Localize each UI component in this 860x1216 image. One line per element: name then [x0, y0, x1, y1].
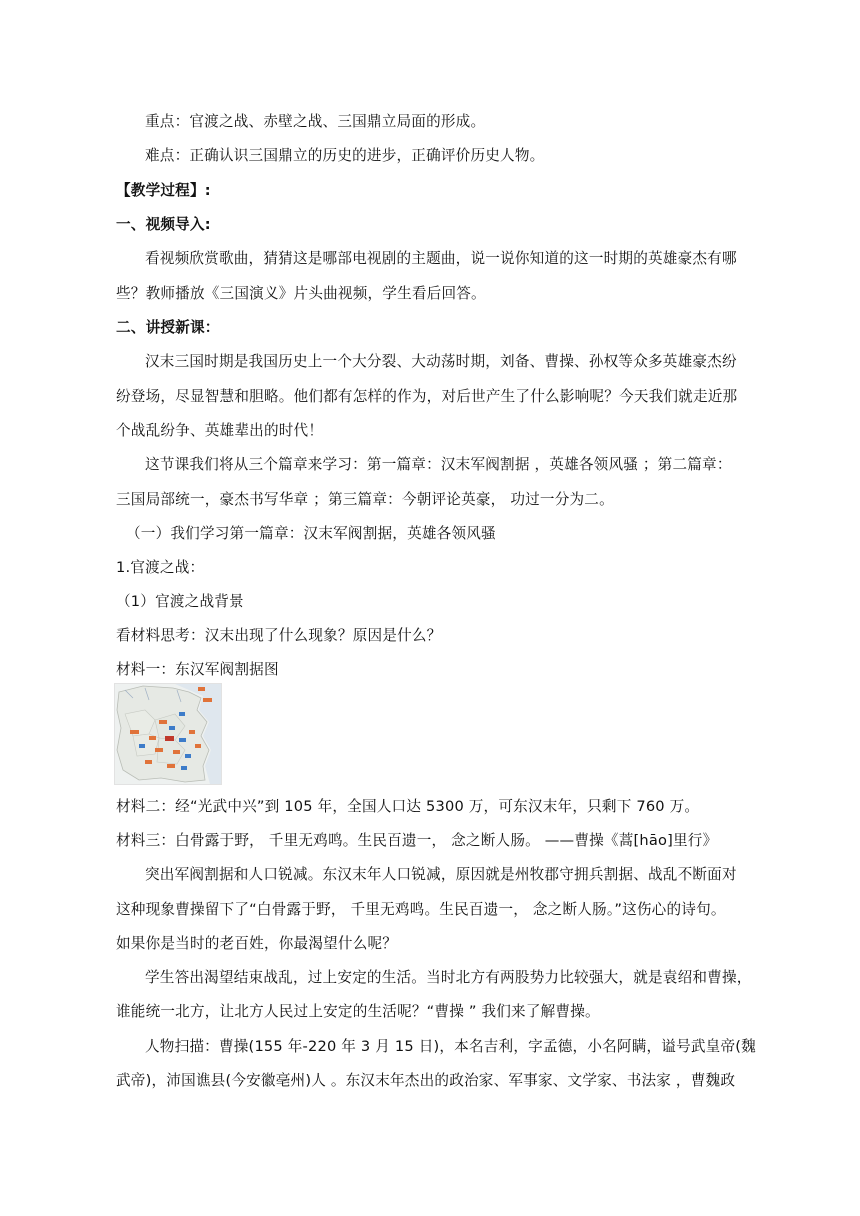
section-heading-teaching-process: 【教学过程】:: [116, 182, 211, 199]
paragraph-line: 这节课我们将从三个篇章来学习：第一篇章：汉末军阀割据 ，英雄各领风骚 ；第二篇章：: [145, 456, 732, 473]
question-text: 看材料思考：汉末出现了什么现象？原因是什么？: [116, 627, 442, 644]
profile-line: 人物扫描：曹操(155 年-220 年 3 月 15 日)，本名吉利，字孟德，小名阿瞒，谥号武皇帝(魏: [145, 1038, 756, 1055]
profile-line: 武帝)，沛国谯县(今安徽亳州)人 。东汉末年杰出的政治家、军事家、文学家、书法家 ，曹魏政: [116, 1072, 736, 1089]
material-two-text: 材料二：经“光武中兴”到 105 年，全国人口达 5300 万，可东汉末年，只剩下 760 万。: [116, 798, 700, 815]
paragraph-line: 看视频欣赏歌曲，猜猜这是哪部电视剧的主题曲，说一说你知道的这一时期的英雄豪杰有哪: [145, 250, 737, 267]
section-heading-video-intro: 一、视频导入:: [116, 216, 211, 233]
map-illustration: [115, 684, 221, 784]
paragraph-line: 汉末三国时期是我国历史上一个大分裂、大动荡时期，刘备、曹操、孙权等众多英雄豪杰纷: [145, 353, 737, 370]
paragraph-line: 学生答出渴望结束战乱，过上安定的生活。当时北方有两股势力比较强大，就是袁绍和曹操，: [145, 969, 752, 986]
paragraph-line: 三国局部统一，豪杰书写华章 ；第三篇章：今朝评论英豪， 功过一分为二。: [116, 491, 614, 508]
difficulties-text: 难点：正确认识三国鼎立的历史的进步，正确评价历史人物。: [145, 147, 545, 164]
paragraph-line: 个战乱纷争、英雄辈出的时代！: [116, 422, 324, 439]
paragraph-line: 纷登场，尽显智慧和胆略。他们都有怎样的作为，对后世产生了什么影响呢？今天我们就走近那: [116, 388, 738, 405]
material-three-text: 材料三：白骨露于野， 千里无鸡鸣。生民百遗一， 念之断人肠。 ——曹操《蒿[hāo]里行》: [116, 832, 718, 849]
item-heading-guandu: 1.官渡之战：: [116, 559, 205, 576]
material-one-label: 材料一：东汉军阀割据图: [116, 661, 279, 678]
paragraph-line: 如果你是当时的老百姓，你最渴望什么呢？: [116, 935, 398, 952]
section-heading-new-lesson: 二、讲授新课：: [116, 319, 220, 336]
paragraph-line: 这种现象曹操留下了“白骨露于野， 千里无鸡鸣。生民百遗一， 念之断人肠。”这伤心的诗句。: [116, 901, 726, 918]
warlord-map-image: [114, 683, 222, 785]
item-subheading: （1）官渡之战背景: [116, 593, 244, 610]
paragraph-line: 突出军阀割据和人口锐减。东汉末年人口锐减，原因就是州牧郡守拥兵割据、战乱不断面对: [145, 866, 737, 883]
paragraph-line: 些？教师播放《三国演义》片头曲视频，学生看后回答。: [116, 285, 486, 302]
subsection-heading: （一）我们学习第一篇章：汉末军阀割据，英雄各领风骚: [126, 525, 496, 542]
key-points-text: 重点：官渡之战、赤壁之战、三国鼎立局面的形成。: [145, 113, 486, 130]
paragraph-line: 谁能统一北方，让北方人民过上安定的生活呢？“曹操 ” 我们来了解曹操。: [116, 1003, 600, 1020]
